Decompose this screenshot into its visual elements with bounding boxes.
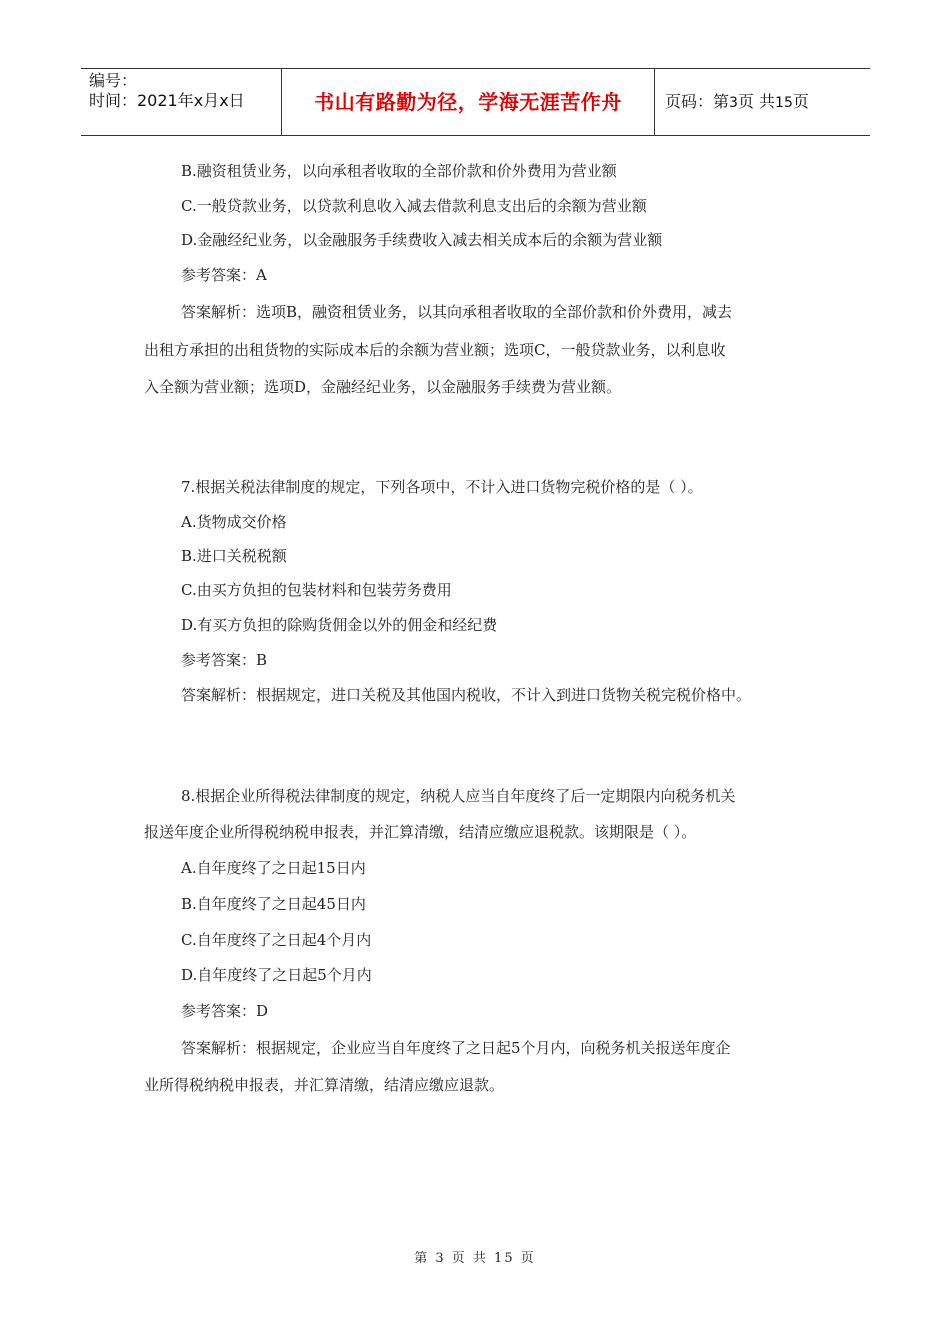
- q7-option-b: B.进口关税税额: [181, 547, 287, 565]
- page-mid: 页 共: [737, 92, 776, 111]
- q7-answer: 参考答案：B: [181, 651, 268, 669]
- page-prefix: 页码：第: [665, 92, 730, 111]
- q7-question: 7.根据关税法律制度的规定，下列各项中，不计入进口货物完税价格的是（ ）。: [181, 478, 703, 496]
- q8-option-b: B.自年度终了之日起45日内: [181, 895, 366, 913]
- page-footer: 第 3 页 共 15 页: [414, 1251, 536, 1266]
- q6-analysis-line: 答案解析：选项B，融资租赁业务，以其向承租者收取的全部价款和价外费用，减去: [181, 303, 733, 321]
- q6-option-b: B.融资租赁业务，以向承租者收取的全部价款和价外费用为营业额: [181, 162, 617, 180]
- serial-label: 编号：: [89, 71, 138, 90]
- q8-analysis-line: 答案解析：根据规定，企业应当自年度终了之日起5个月内，向税务机关报送年度企: [181, 1039, 731, 1057]
- q8-option-d: D.自年度终了之日起5个月内: [181, 966, 372, 984]
- q7-option-c: C.由买方负担的包装材料和包装劳务费用: [181, 581, 452, 599]
- q7-analysis-line: 答案解析：根据规定，进口关税及其他国内税收，不计入到进口货物关税完税价格中。: [181, 686, 752, 704]
- q6-option-d: D.金融经纪业务，以金融服务手续费收入减去相关成本后的余额为营业额: [181, 231, 663, 249]
- q8-answer: 参考答案：D: [181, 1002, 269, 1020]
- page-current: 3: [729, 95, 738, 111]
- q8-analysis-line: 业所得税纳税申报表，并汇算清缴，结清应缴应退款。: [144, 1076, 505, 1094]
- q7-option-d: D.有买方负担的除购货佣金以外的佣金和经纪费: [181, 616, 498, 634]
- q8-option-c: C.自年度终了之日起4个月内: [181, 931, 372, 949]
- q8-option-a: A.自年度终了之日起15日内: [181, 859, 366, 877]
- header-motto: 书山有路勤为径，学海无涯苦作舟: [282, 69, 655, 135]
- q6-analysis-line: 出租方承担的出租货物的实际成本后的余额为营业额；选项C，一般贷款业务，以利息收: [144, 341, 726, 359]
- header-meta-cell: [81, 69, 282, 135]
- page-suffix: 页: [792, 92, 809, 111]
- header-page-number: [655, 69, 870, 135]
- time-label: 时间：2021年x月x日: [89, 91, 245, 110]
- q6-option-c: C.一般贷款业务，以贷款利息收入减去借款利息支出后的余额为营业额: [181, 197, 647, 215]
- page-total: 15: [775, 95, 793, 111]
- q8-question-line: 8.根据企业所得税法律制度的规定，纳税人应当自年度终了后一定期限内向税务机关: [181, 787, 736, 805]
- q6-answer: 参考答案：A: [181, 266, 267, 284]
- page-header: [81, 68, 870, 136]
- q8-question-line: 报送年度企业所得税纳税申报表，并汇算清缴，结清应缴应退税款。该期限是（ ）。: [144, 823, 697, 841]
- q7-option-a: A.货物成交价格: [181, 513, 287, 531]
- q6-analysis-line: 入全额为营业额；选项D，金融经纪业务，以金融服务手续费为营业额。: [144, 378, 622, 396]
